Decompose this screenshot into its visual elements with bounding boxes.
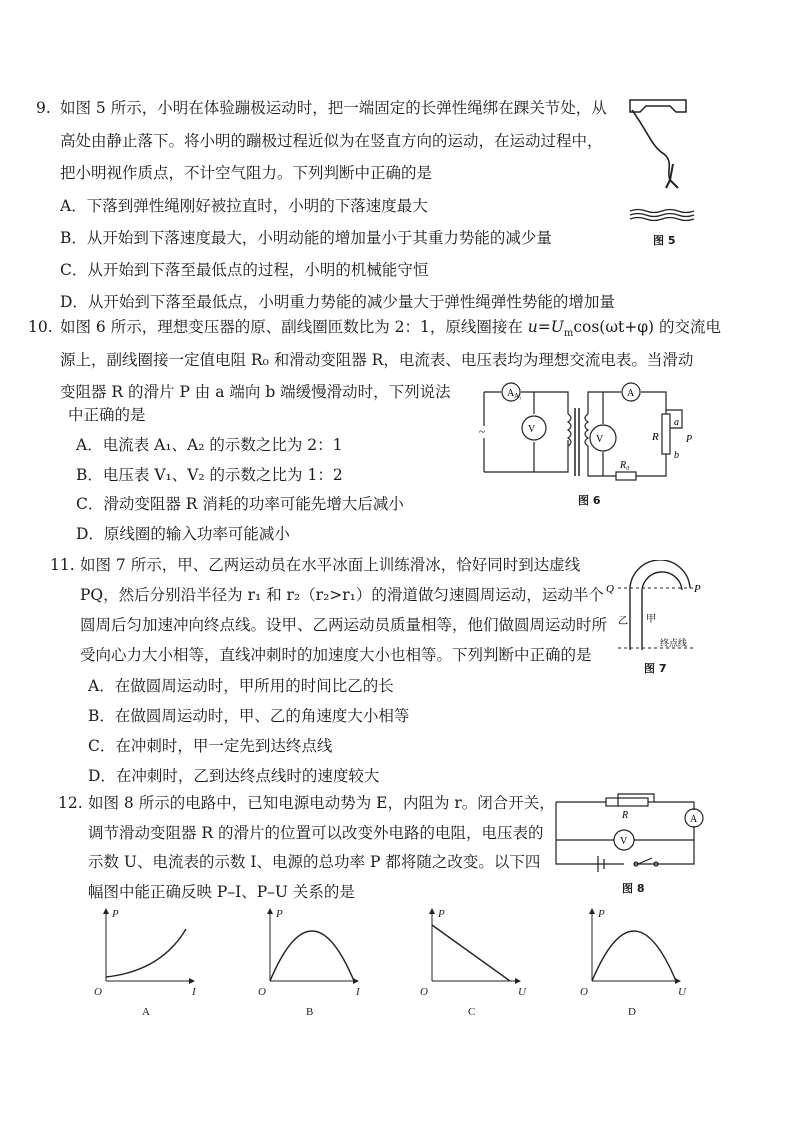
graph-d-y-label: P	[598, 908, 605, 920]
graph-d	[580, 908, 687, 1017]
q9-number: 9.	[36, 99, 51, 117]
fig6-label-a: a	[674, 417, 679, 428]
q9-line-2: 高处由静止落下。将小明的蹦极过程近似为在竖直方向的运动，在运动过程中，	[60, 132, 603, 150]
fig7-label-yi: 乙	[618, 616, 628, 627]
figure-5-caption: 图 5	[653, 234, 676, 247]
q11-line-4: 受向心力大小相等，直线冲刺时的加速度大小也相等。下列判断中正确的是	[80, 646, 592, 664]
figure-5-water	[628, 208, 696, 222]
fig6-label-b: b	[674, 450, 679, 461]
graph-a-y-label: P	[112, 908, 119, 920]
graph-a-curve	[106, 929, 186, 977]
q11-number: 11.	[50, 556, 75, 574]
q11-line-1: 如图 7 所示，甲、乙两运动员在水平冰面上训练滑冰，恰好同时到达虚线	[80, 556, 581, 574]
fig8-label-r: R	[622, 810, 629, 821]
fig7-label-jia: 甲	[646, 614, 656, 625]
q11-option-a: A．在做圆周运动时，甲所用的时间比乙的长	[88, 677, 394, 695]
q10-option-b: B．电压表 V₁、V₂ 的示数之比为 1：2	[76, 466, 343, 484]
fig8-label-v: V	[620, 836, 628, 847]
graph-c-option-label: C	[468, 1006, 476, 1017]
fig6-label-r: R	[652, 431, 659, 443]
q10-line-1: 如图 6 所示，理想变压器的原、副线圈匝数比为 2：1，原线圈接在 $u=U_m\cos(\omega t+\varphi)$ 的交流电	[60, 318, 722, 340]
q9-option-b: B．从开始到下落速度最大，小明动能的增加量小于其重力势能的减少量	[60, 229, 552, 247]
figure-7-caption: 图 7	[644, 662, 667, 675]
graph-d-curve	[592, 931, 676, 981]
q12-line-1: 如图 8 所示的电路中，已知电源电动势为 E，内阻为 r。闭合开关，	[88, 794, 555, 812]
graph-a	[94, 908, 197, 1017]
graph-d-origin: O	[580, 986, 588, 998]
q10-line-2: 源上，副线圈接一定值电阻 R₀ 和滑动变阻器 R，电流表、电压表均为理想交流电表。当滑动	[60, 351, 694, 369]
q11-line-2: PQ，然后分别沿半径为 r₁ 和 r₂（r₂>r₁）的滑道做匀速圆周运动，运动半个	[80, 586, 604, 604]
q9-option-a: A．下落到弹性绳刚好被拉直时，小明的下落速度最大	[60, 197, 428, 215]
q11-option-c: C．在冲刺时，甲一定先到达终点线	[88, 737, 333, 755]
graph-b	[258, 908, 361, 1017]
graph-c-y-label: P	[438, 908, 445, 920]
q10-number: 10.	[28, 318, 53, 336]
fig6-label-p: P	[686, 434, 693, 445]
q12-number: 12.	[58, 794, 83, 812]
q10-line-4: 中正确的是	[68, 406, 146, 424]
graph-d-x-label: U	[678, 986, 686, 998]
svg-text:A: A	[507, 388, 515, 399]
fig7-label-q: Q	[606, 583, 614, 595]
answer-graphs	[92, 905, 732, 1017]
figure-6-caption: 图 6	[578, 494, 601, 507]
q9-line-1: 如图 5 所示，小明在体验蹦极运动时，把一端固定的长弹性绳绑在踝关节处，从	[60, 99, 607, 117]
figure-7-skating-tracks	[604, 560, 704, 660]
q9-line-3: 把小明视作质点，不计空气阻力。下列判断中正确的是	[60, 164, 433, 182]
graph-b-option-label: B	[306, 1006, 314, 1017]
q10-option-c: C．滑动变阻器 R 消耗的功率可能先增大后减小	[76, 495, 404, 513]
q9-option-c: C．从开始到下落至最低点的过程，小明的机械能守恒	[60, 261, 429, 279]
figure-8-circuit	[552, 792, 722, 872]
graph-b-y-label: P	[276, 908, 283, 920]
figure-8-caption: 图 8	[622, 882, 645, 895]
graph-c-x-label: U	[518, 986, 526, 998]
svg-text:V: V	[596, 434, 604, 445]
q12-line-2: 调节滑动变阻器 R 的滑片的位置可以改变外电路的电阻，电压表的	[88, 824, 544, 842]
graph-b-x-label: I	[356, 986, 360, 998]
q11-line-3: 圆周后匀加速冲向终点线。设甲、乙两运动员质量相等，他们做圆周运动时所	[80, 616, 608, 634]
figure-5-bungee	[626, 92, 706, 217]
fig8-label-a: A	[690, 814, 698, 825]
q12-line-4: 幅图中能正确反映 P–I、P–U 关系的是	[88, 883, 355, 901]
q11-option-d: D．在冲刺时，乙到达终点线时的速度较大	[88, 767, 380, 785]
q9-option-d: D．从开始到下落至最低点，小明重力势能的减少量大于弹性绳弹性势能的增加量	[60, 293, 615, 311]
graph-c-curve	[432, 925, 510, 981]
graph-d-option-label: D	[628, 1006, 636, 1017]
figure-6-transformer-circuit	[476, 380, 698, 488]
graph-a-x-label: I	[192, 986, 196, 998]
svg-text:~: ~	[479, 426, 485, 438]
q11-option-b: B．在做圆周运动时，甲、乙的角速度大小相等	[88, 707, 410, 725]
q10-option-d: D．原线圈的输入功率可能减小	[76, 525, 290, 543]
svg-text:V: V	[528, 424, 536, 435]
graph-c	[420, 908, 527, 1017]
graph-a-option-label: A	[142, 1006, 150, 1017]
q10-option-a: A．电流表 A₁、A₂ 的示数之比为 2：1	[76, 436, 343, 454]
fig7-label-p: P	[694, 583, 701, 595]
q10-line-3: 变阻器 R 的滑片 P 由 a 端向 b 端缓慢滑动时，下列说法	[60, 383, 451, 401]
fig6-a1-sub: A₁	[514, 392, 522, 400]
fig6-label-r0: R₀	[620, 460, 630, 471]
svg-text:A: A	[627, 388, 635, 399]
graph-b-curve	[270, 931, 354, 981]
q12-line-3: 示数 U、电流表的示数 I、电源的总功率 P 都将随之改变。以下四	[88, 853, 541, 871]
graph-c-origin: O	[420, 986, 428, 998]
graph-b-origin: O	[258, 986, 266, 998]
fig7-label-finish: 终点线	[660, 638, 688, 648]
graph-a-origin: O	[94, 986, 102, 998]
